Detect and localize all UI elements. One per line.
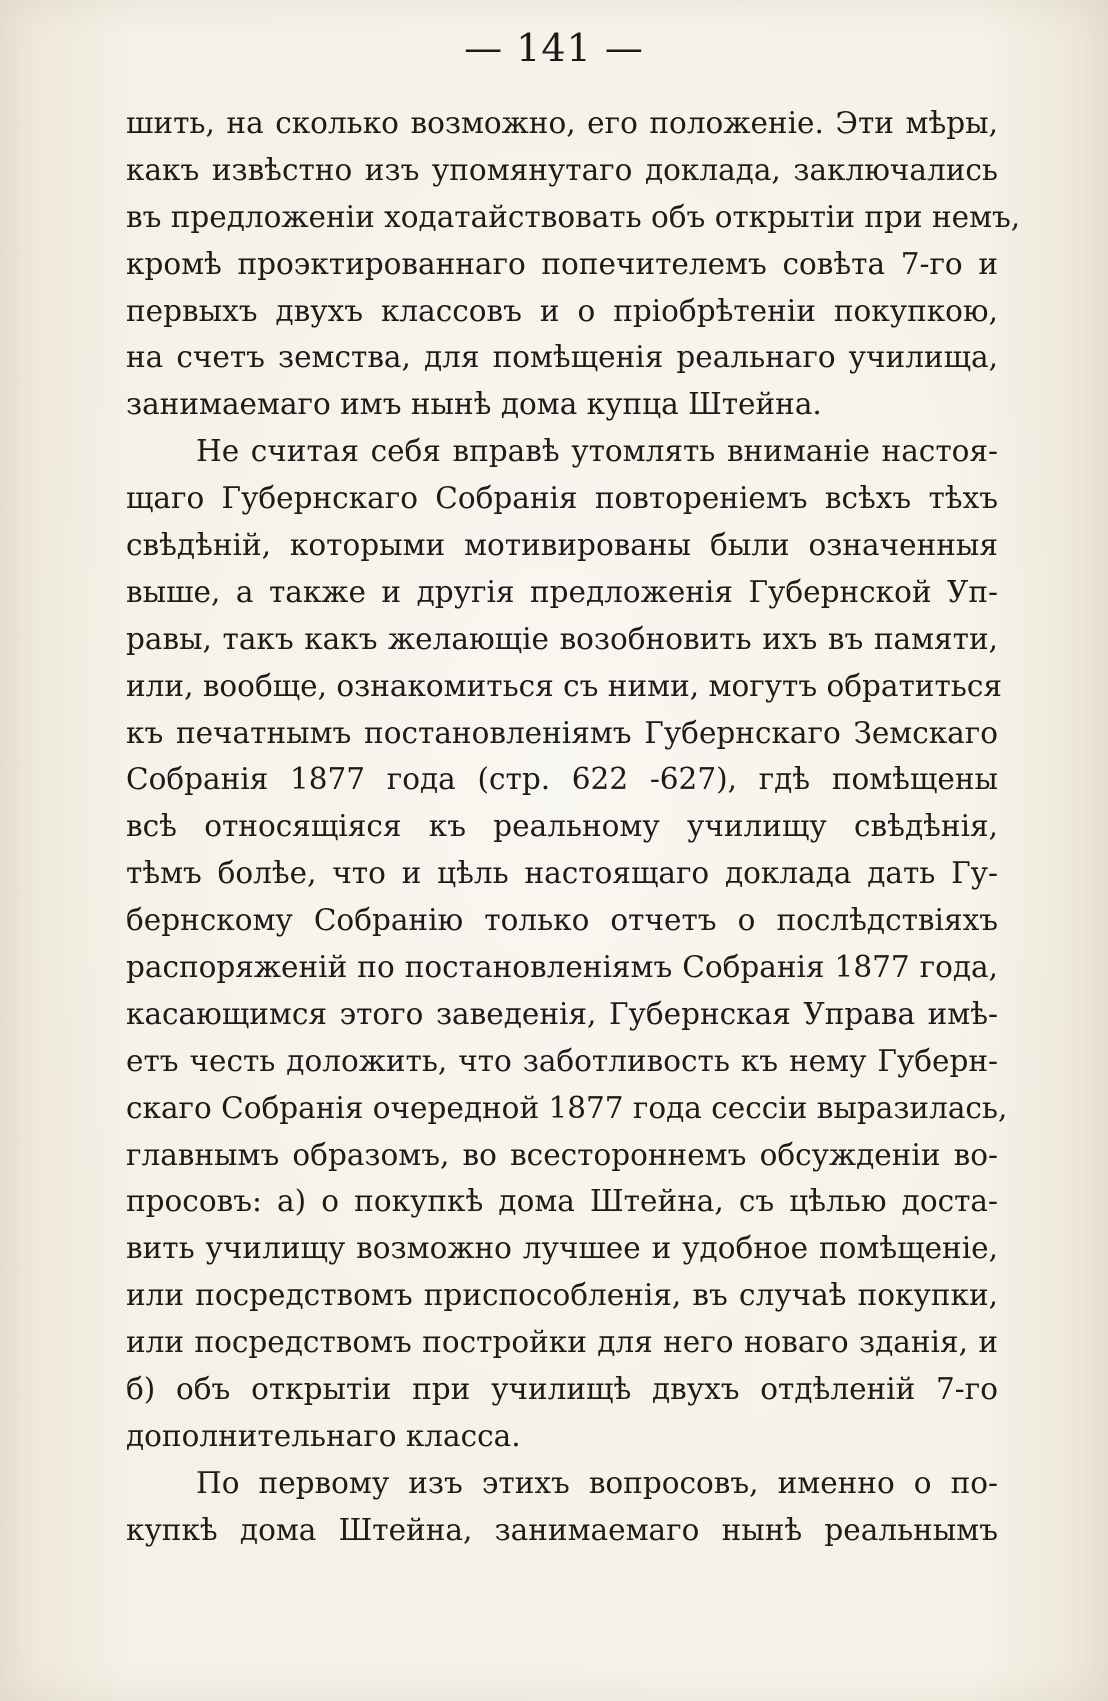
text-line: скаго Собранія очередной 1877 года сессіи выразилась,: [126, 1090, 1008, 1125]
text-line: кромѣ проэктированнаго попечителемъ совѣта 7-го и: [126, 246, 998, 281]
text-line: равы, такъ какъ желающіе возобновить ихъ въ памяти,: [126, 621, 998, 656]
text-line: По первому изъ этихъ вопросовъ, именно о по-: [196, 1465, 998, 1500]
text-line: или посредствомъ приспособленія, въ случаѣ покупки,: [126, 1278, 998, 1313]
page-number: — 141 —: [464, 26, 644, 70]
text-line: шить, на сколько возможно, его положеніе. Эти мѣры,: [126, 106, 998, 140]
body-text: [126, 100, 1021, 1554]
text-line: етъ честь доложить, что заботливость къ нему Губерн-: [126, 1043, 998, 1078]
text-line: б) объ открытіи при училищѣ двухъ отдѣленій 7-го: [126, 1372, 998, 1407]
text-line: выше, а также и другія предложенія Губернской Уп-: [126, 574, 998, 609]
text-line: касающимся этого заведенія, Губернская Управа имѣ-: [126, 996, 998, 1031]
text-line: первыхъ двухъ классовъ и о пріобрѣтеніи покупкою,: [126, 293, 998, 328]
text-line: Не считая себя вправѣ утомлять вниманіе настоя-: [196, 434, 998, 469]
text-line: вить училищу возможно лучшее и удобное помѣщеніе,: [126, 1231, 998, 1266]
text-line: или, вообще, ознакомиться съ ними, могутъ обратиться: [126, 668, 1002, 703]
text-line: свѣдѣній, которыми мотивированы были означенныя: [126, 528, 998, 563]
text-line: просовъ: а) о покупкѣ дома Штейна, съ цѣлью доста-: [126, 1184, 998, 1219]
text-line: всѣ относящіяся къ реальному училищу свѣдѣнія,: [126, 809, 998, 844]
text-line: или посредствомъ постройки для него новаго зданія, и: [126, 1325, 998, 1360]
paragraph-3: [126, 1460, 998, 1554]
paragraph-2: [126, 428, 1008, 1460]
text-line: Собранія 1877 года (стр. 622 -627), гдѣ помѣщены: [126, 762, 998, 797]
text-line: какъ извѣстно изъ упомянутаго доклада, заключались: [126, 152, 998, 187]
text-line: въ предложеніи ходатайствовать объ открытіи при немъ,: [126, 199, 1021, 234]
text-line: главнымъ образомъ, во всестороннемъ обсужденіи во-: [126, 1137, 998, 1172]
text-line: занимаемаго имъ нынѣ дома купца Штейна.: [126, 387, 822, 422]
paragraph-1: [126, 100, 1021, 428]
text-line: бернскому Собранію только отчетъ о послѣдствіяхъ: [126, 903, 998, 938]
text-line: щаго Губернскаго Собранія повтореніемъ всѣхъ тѣхъ: [126, 481, 998, 516]
text-line: распоряженій по постановленіямъ Собранія 1877 года,: [126, 950, 998, 985]
text-line: купкѣ дома Штейна, занимаемаго нынѣ реальнымъ: [126, 1512, 998, 1547]
text-line: дополнительнаго класса.: [126, 1418, 521, 1453]
text-line: тѣмъ болѣе, что и цѣль настоящаго доклада дать Гу-: [126, 856, 998, 891]
text-line: къ печатнымъ постановленіямъ Губернскаго Земскаго: [126, 715, 998, 750]
text-line: на счетъ земства, для помѣщенія реальнаго училища,: [126, 340, 998, 375]
